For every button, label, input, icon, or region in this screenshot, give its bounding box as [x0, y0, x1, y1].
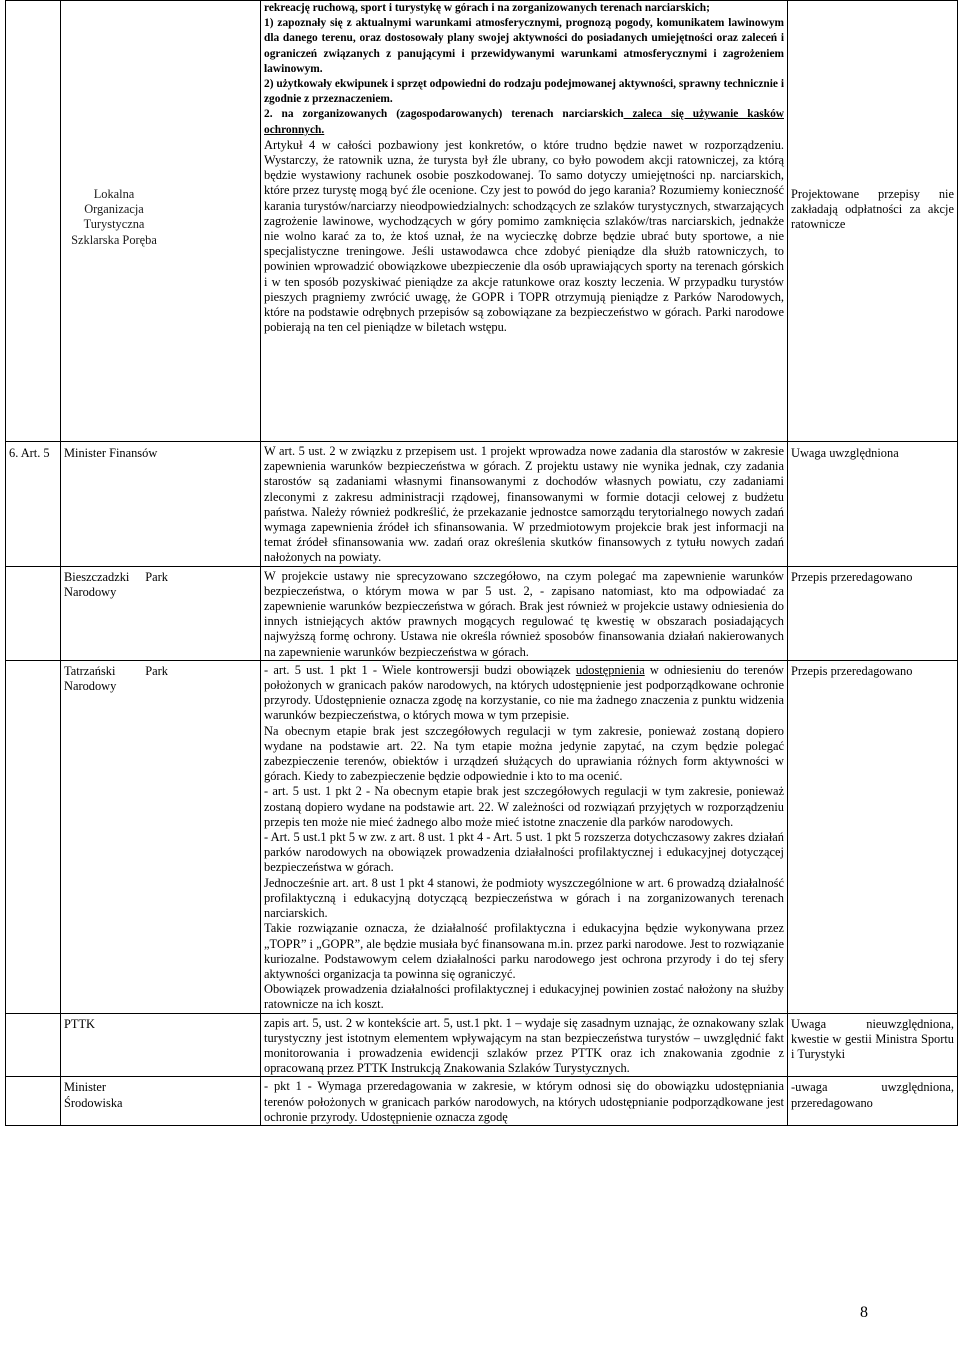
comment-paragraph: Takie rozwiązanie oznacza, że działalność profilaktyczna i edukacyjna będzie wykonywana przez „TOPR” i „GOPR”, ale będzie musiała być finansowana m.in. przez parki narodowe. Jest to rozwiązanie kuriozalne. Podstawowym celem działalności parku narodowego jest ochrona przyrody i do tej sfery aktywności organizacja ta powinna się ograniczyć.: [264, 921, 785, 981]
organization-cell: [61, 1013, 261, 1077]
comment-text: W projekcie ustawy nie sprecyzowano szczegółowo, na czym polegać ma zapewnienie warunków bezpieczeństwa, o którym mowa w par 5 ust. 2, - zapisano natomiast, kto ma odpowiadać za zapewnienie warunków bezpieczeństwa w górach. Brak jest również w projekcie ustawy odniesienia do innych istniejących aktów prawnych mogących regulować tę kwestię w obszarach posiadających najwyższą formę ochrony. Ustawa nie określa również sposobów finansowania działań nakierowanych na zapewnienie warunków bezpieczeństwa w górach.: [264, 568, 784, 659]
result-text: Projektowane przepisy nie zakładają odpłatności za akcje ratownicze: [791, 187, 954, 232]
row-number-cell: [6, 1, 61, 442]
quoted-line: 2) użytkowały ekwipunek i sprzęt odpowiedni do rodzaju podejmowanej aktywności, sprawny technicznie i zgodnie z przeznaczeniem.: [264, 78, 784, 106]
result-cell: [788, 1, 958, 442]
table-row: [6, 1077, 958, 1126]
result-cell: [788, 442, 958, 567]
comment-cell: [261, 442, 788, 567]
result-cell: [788, 1013, 958, 1077]
result-cell: [788, 566, 958, 660]
page-number: 8: [860, 1304, 868, 1321]
table-row: [6, 660, 958, 1013]
organization-name: Minister Finansów: [64, 446, 158, 460]
organization-cell: [61, 660, 261, 1013]
table-row: [6, 566, 958, 660]
result-cell: [788, 660, 958, 1013]
row-number-cell: [6, 1077, 61, 1126]
comment-text: w odniesieniu do terenów położonych w granicach paków narodowych, na których udostępnienie jest podporządkowane ochronie przyrody. Udostępnienie oznacza zgodę na korzystanie, co nie ma żadnego znaczenia z punktu widzenia warunków bezpieczeństwa, o których mowa w tym przepisie.: [264, 662, 784, 723]
organization-cell: [61, 442, 261, 567]
quoted-line: rekreację ruchową, sport i turystykę w górach i na zorganizowanych terenach narciarskich;: [264, 2, 710, 14]
quoted-line: 1) zapoznały się z aktualnymi warunkami atmosferycznymi, prognozą pogody, komunikatem lawinowym dla danego terenu, oraz dostosowały plany swojej aktywności do posiadanych umiejętności oraz zaleceń i ograniczeń związanych z panującymi i przewidywanymi warunkami atmosferycznymi i zagrożeniem lawinowym.: [264, 17, 784, 75]
row-number-cell: [6, 1013, 61, 1077]
comment-paragraph: Na obecnym etapie brak jest szczegółowych regulacji w tym zakresie, ponieważ zostaną dopiero wydane na podstawie art. 22. Na tym etapie można jedynie zapytać, na czym będzie polegać zabezpieczenie terenów, obiektów i urządzeń służących do uprawiania różnych form aktywności w górach. Kiedy to zabezpieczenie będzie odpowiednie i kto to ma ocenić.: [264, 723, 784, 784]
organization-cell: [61, 1, 261, 442]
comment-paragraph: Jednocześnie art. art. 8 ust 1 pkt 4 stanowi, że podmioty wyszczególnione w art. 6 prowadzą działalność profilaktyczną i edukacyjną dotyczącą bezpieczeństwa w górach i na zorganizowanych terenach narciarskich.: [264, 875, 784, 921]
comment-paragraph: Obowiązek prowadzenia działalności profilaktycznej i edukacyjnej powinien zostać nałożony na służby ratownicze na ich koszt.: [264, 982, 784, 1012]
table-row: [6, 1, 958, 442]
organization-cell: [61, 1077, 261, 1126]
comment-cell: [261, 1, 788, 442]
result-cell: [788, 1077, 958, 1126]
result-text: Przepis przeredagowano: [791, 663, 913, 678]
row-number-cell: [6, 566, 61, 660]
result-text: -uwaga uwzględniona, przeredagowano: [791, 1080, 954, 1110]
quoted-text-underlined: zaleca się używanie kasków ochronnych.: [264, 108, 784, 136]
quoted-provision: [264, 1, 784, 138]
comment-text: - pkt 1 - Wymaga przeredagowania w zakresie, w którym odnosi się do obowiązku udostępniania terenów położonych w granicach parków narodowych, na których udostępnianie podporządkowane jest ochronie przyrody. Udostępnienie oznacza zgodę: [264, 1079, 784, 1124]
table-row: [6, 442, 958, 567]
organization-name: PTTK: [64, 1016, 95, 1031]
quoted-line: [264, 107, 784, 137]
comment-text-underlined: udostępnienia: [575, 662, 645, 677]
row-number-cell: 6. Art. 5: [6, 442, 61, 567]
result-text: Uwaga nieuwzględniona, kwestie w gestii Ministra Sportu i Turystyki: [791, 1016, 954, 1061]
quoted-text: 2. na zorganizowanych (zagospodarowanych) terenach narciarskich: [264, 108, 624, 121]
comment-paragraph: - art. 5 ust. 1 pkt 2 - Na obecnym etapie brak jest szczegółowych regulacji w tym zakresie, ponieważ zostaną dopiero wydane na podstawie art. 22. W zależności od rozwiązań przyjętych w rozporządzeniu przepis ten może nie mieć żadnego albo może mieć istotne znaczenie dla parków narodowych.: [264, 784, 784, 829]
comment-cell: [261, 566, 788, 660]
comment-cell: [261, 1013, 788, 1077]
organization-cell: [61, 566, 261, 660]
table-row: [6, 1013, 958, 1077]
organization-name: Minister Środowiska: [64, 1080, 123, 1110]
comment-text: Artykuł 4 w całości pozbawiony jest konkretów, o które trudno będzie nawet w rozporządzeniu. Wystarczy, że ratownik uzna, że turysta był źle ubrany, co było powodem akcji ratowniczej, za którą będzie wystawiony rachunek osobie poszkodowanej. To samo dotyczy umiejętności np. narciarskich, które przez turystę mogą być źle ocenione. Czy jest to powód do jego karania? Rozumiemy konieczność karania turystów/narciarzy nieodpowiedzialnych: schodzących ze szlaków turystycznych, stwarzających zagrożenie lawinowe, wychodzących w góry pomimo zamknięcia szlaków/tras narciarskich, jednakże nie wolno karać za to, że ktoś uznał, że na wycieczkę dobrze będzie ubrać buty sportowe, a nie specjalistyczne treningowe. Jeśli ustawodawca chce zdobyć pieniądze dla służb ratowniczych, to powinien wprowadzić obowiązkowe ubezpieczenie dla osób uprawiających sporty na terenach górskich i w ten sposób pozyskiwać pieniądze za akcje ratunkowe oraz koszty leczenia. W przypadku turystów pieszych pragniemy zwrócić uwagę, że GOPR i TOPR otrzymują pieniądze z Parków Narodowych, które na podstawie odrębnych przepisów są zobowiązane za bezpieczeństwo w górach. Parki narodowe pobierają na ten cel pieniądze w biletach wstępu.: [264, 137, 784, 335]
comment-cell: [261, 1077, 788, 1126]
result-text: Przepis przeredagowano: [791, 569, 913, 584]
organization-name: Tatrzański Park Narodowy: [64, 663, 168, 694]
organization-name: Lokalna Organizacja Turystyczna Szklarska Poręba: [71, 187, 157, 247]
comment-cell: [261, 660, 788, 1013]
comment-paragraph: - Art. 5 ust.1 pkt 5 w zw. z art. 8 ust. 1 pkt 4 - Art. 5 ust. 1 pkt 5 rozszerza dotychczasowy zakres działań parków narodowych na obowiązek prowadzenia działalności profilaktycznej i edukacyjnej dotyczącej bezpieczeństwa w górach.: [264, 830, 784, 875]
comment-text: - art. 5 ust. 1 pkt 1 - Wiele kontrowersji budzi obowiązek: [264, 662, 576, 677]
comment-paragraph: [264, 663, 784, 724]
comments-table: [5, 0, 958, 1126]
row-number-cell: [6, 660, 61, 1013]
comment-text: zapis art. 5, ust. 2 w kontekście art. 5, ust.1 pkt. 1 – wydaje się zasadnym uznając, że oznakowany szlak turystyczny jest istotnym elementem wpływającym na stan bezpieczeństwa turystów – uwzględnić fakt monitorowania i prowadzenia ewidencji szlaków przez PTTK oraz ich znakowania zgodnie z opracowaną przez PTTK Instrukcją Znakowania Szlaków Turystycznych.: [264, 1015, 784, 1076]
organization-name: Bieszczadzki Park Narodowy: [64, 569, 168, 599]
result-text: Uwaga uwzględniona: [791, 446, 899, 460]
comment-text: W art. 5 ust. 2 w związku z przepisem ust. 1 projekt wprowadza nowe zadania dla starostów w zakresie zapewnienia warunków bezpieczeństwa w górach. Z projektu ustawy nie wynika jednak, czy zadania starostów są zadaniami własnymi finansowanymi z dochodów własnych powiatu, czy zadaniami zleconymi z zakresu administracji rządowej, finansowanymi w formie dotacji celowej z budżetu państwa. Należy również podkreślić, że przekazanie jednostce samorządu terytorialnego nowych zadań wymaga zapewnienia źródeł ich sfinansowania. W przedmiotowym projekcie brak jest informacji na temat źródeł sfinansowania ww. zadań oraz określenia skutków finansowych z tytułu nowych zadań nałożonych na powiaty.: [264, 444, 784, 565]
